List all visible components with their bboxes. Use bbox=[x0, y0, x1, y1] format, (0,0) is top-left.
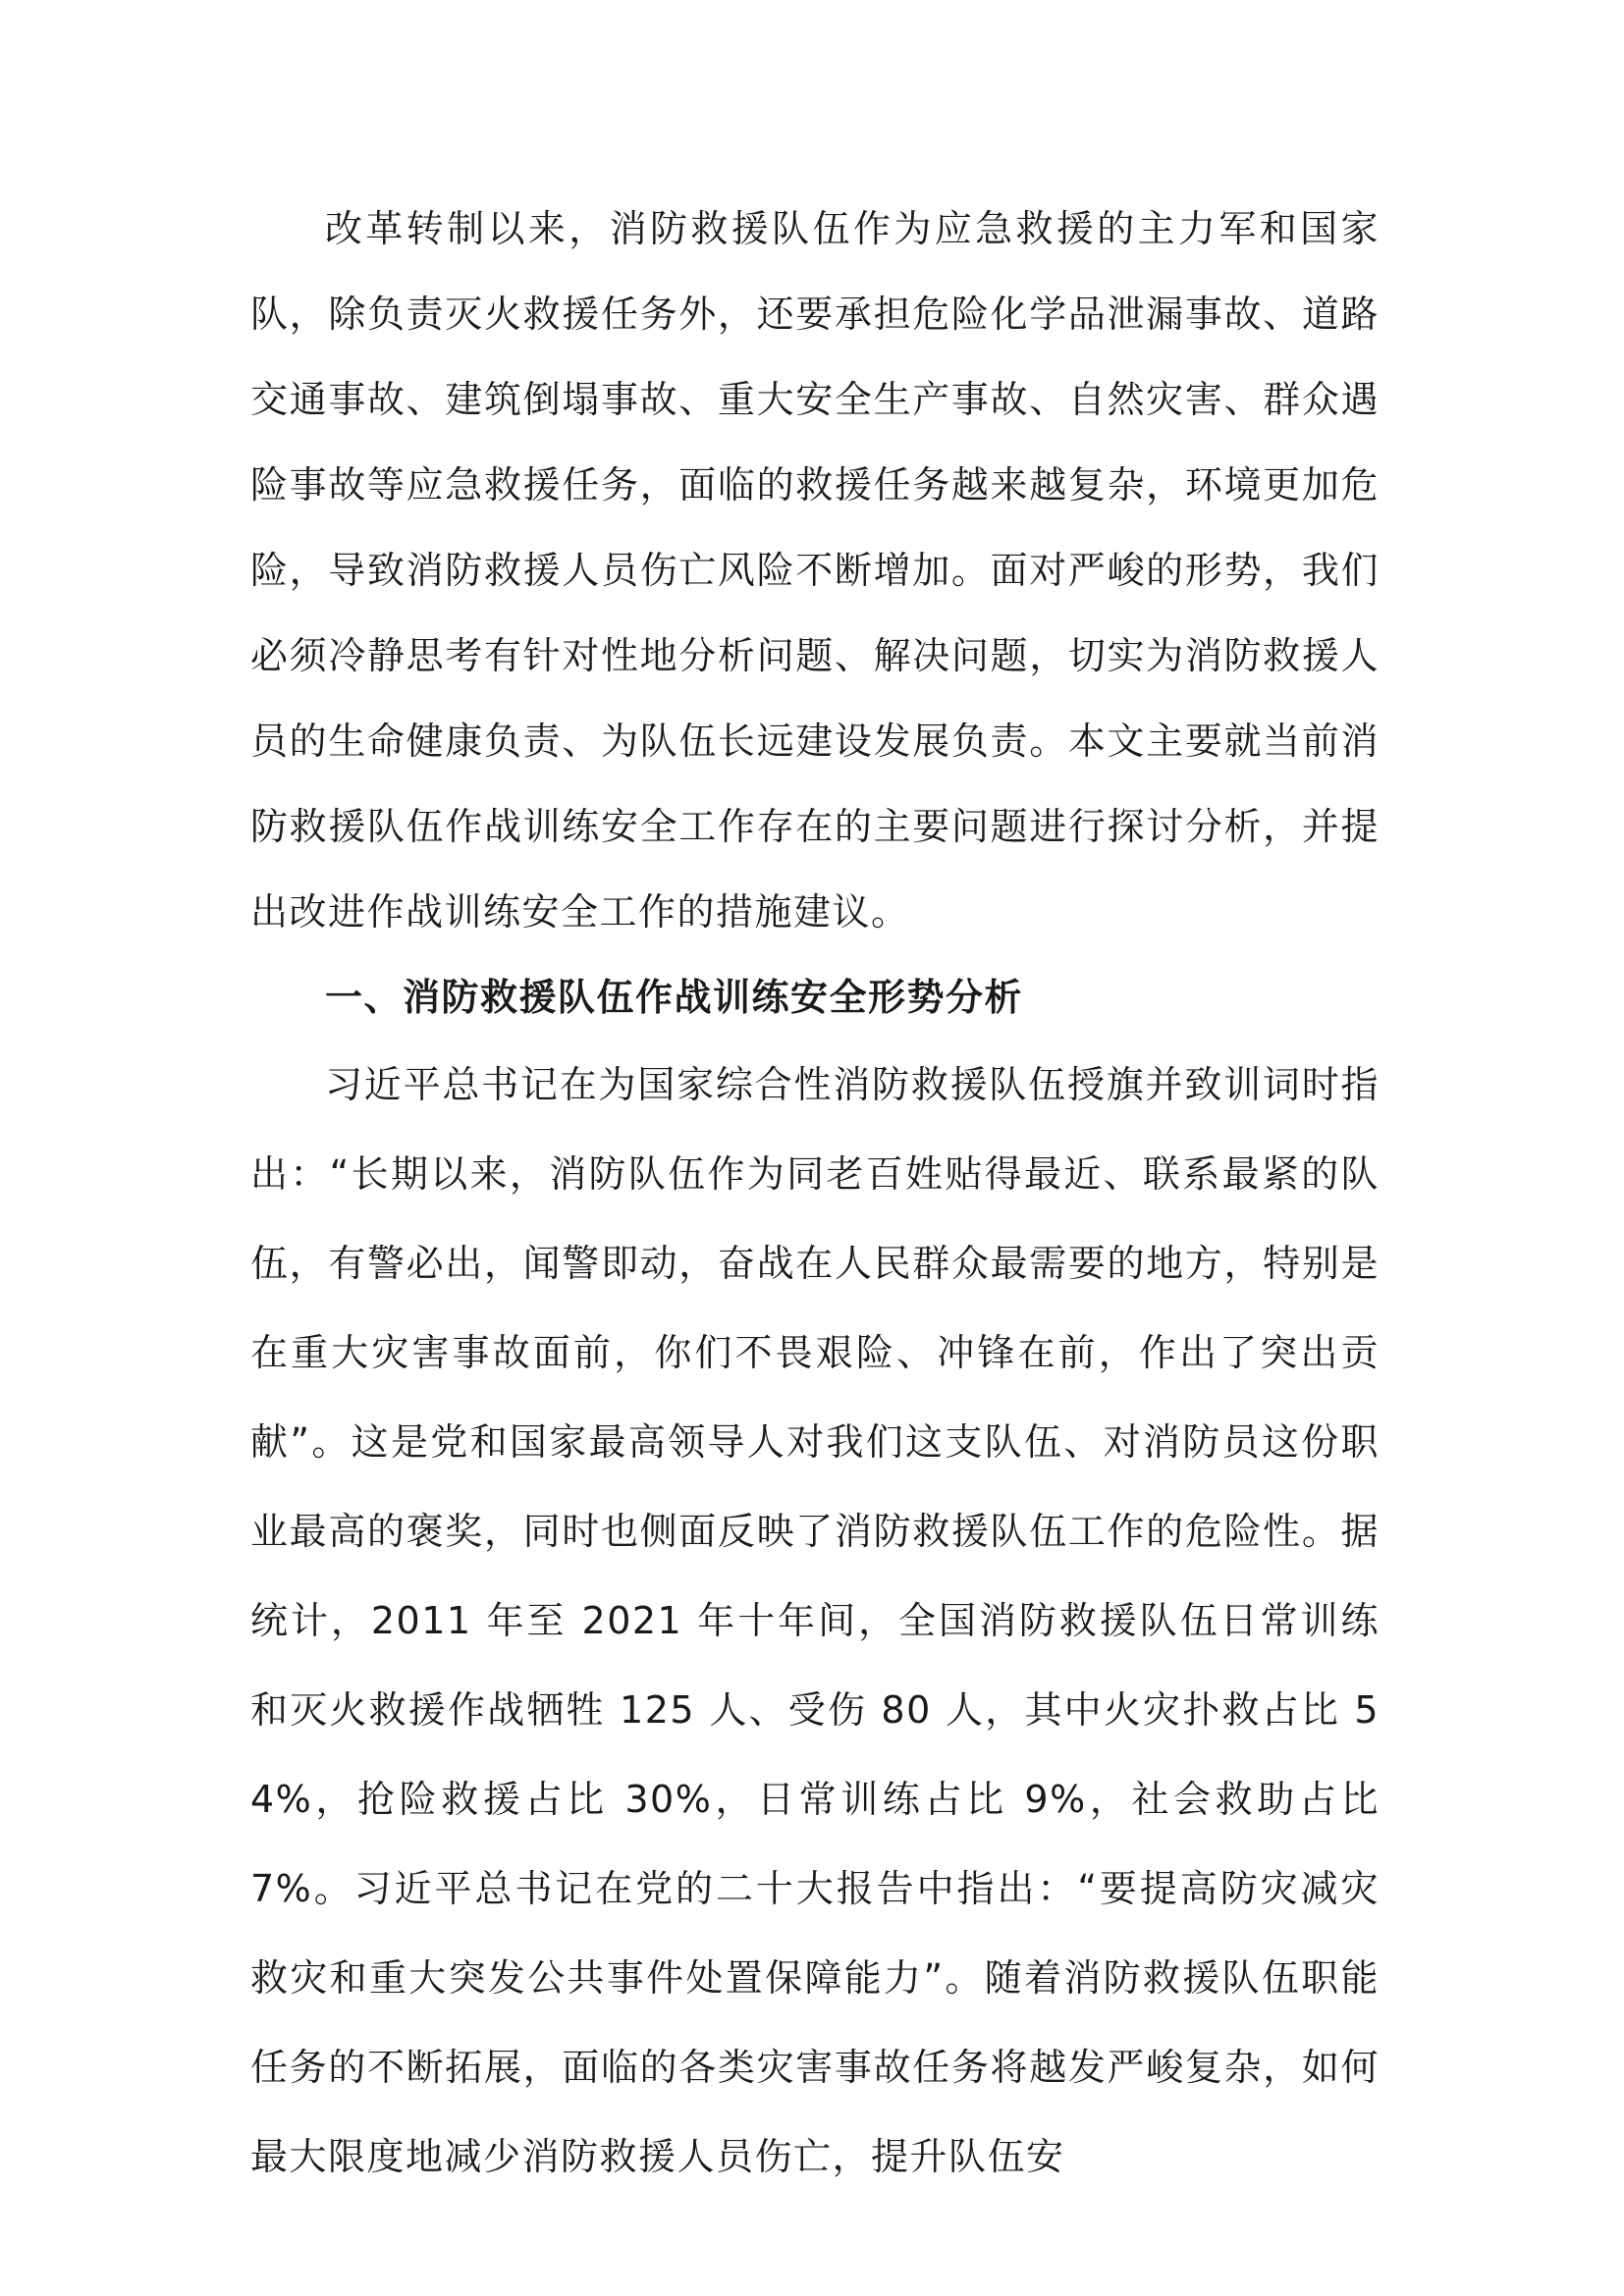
body-paragraph: 习近平总书记在为国家综合性消防救援队伍授旗并致训词时指出：“长期以来，消防队伍作为同老百姓贴得最近、联系最紧的队伍，有警必出，闻警即动，奋战在人民群众最需要的地方，特别是在重大灾害事故面前，你们不畏艰险、冲锋在前，作出了突出贡献”。这是党和国家最高领导人对我们这支队伍、对消防员这份职业最高的褒奖，同时也侧面反映了消防救援队伍工作的危险性。据统计，2011 年至 2021 年十年间，全国消防救援队伍日常训练和灭火救援作战牺牲 125 人、受伤 80 人，其中火灾扑救占比 54%，抢险救援占比 30%，日常训练占比 9%，社会救助占比 7%。习近平总书记在党的二十大报告中指出：“要提高防灾减灾救灾和重大突发公共事件处置保障能力”。随着消防救援队伍职能任务的不断拓展，面临的各类灾害事故任务将越发严峻复杂，如何最大限度地减少消防救援人员伤亡，提升队伍安 bbox=[250, 1063, 1380, 2178]
body-paragraph: 改革转制以来，消防救援队伍作为应急救援的主力军和国家队，除负责灭火救援任务外，还要承担危险化学品泄漏事故、道路交通事故、建筑倒塌事故、重大安全生产事故、自然灾害、群众遇险事故等应急救援任务，面临的救援任务越来越复杂，环境更加危险，导致消防救援人员伤亡风险不断增加。面对严峻的形势，我们必须冷静思考有针对性地分析问题、解决问题，切实为消防救援人员的生命健康负责、为队伍长远建设发展负责。本文主要就当前消防救援队伍作战训练安全工作存在的主要问题进行探讨分析，并提出改进作战训练安全工作的措施建议。 bbox=[250, 207, 1380, 934]
document-body bbox=[250, 187, 1380, 2202]
section-heading: 一、消防救援队伍作战训练安全形势分析 bbox=[325, 976, 1024, 1019]
